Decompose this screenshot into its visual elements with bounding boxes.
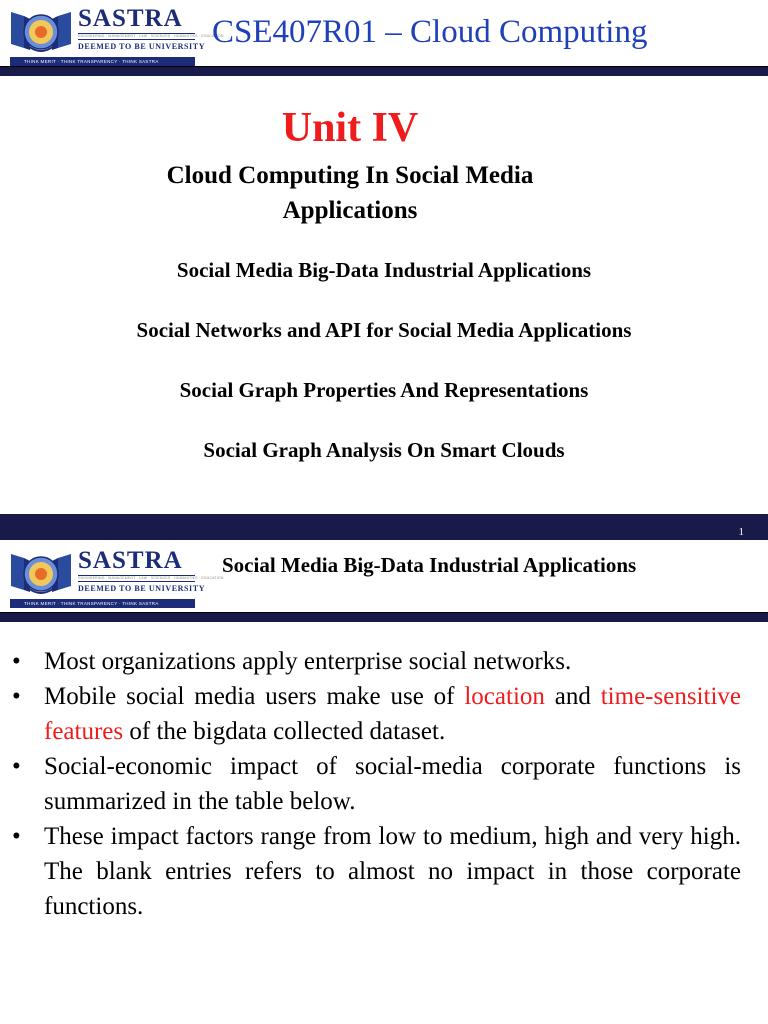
unit-subtitle: Cloud Computing In Social Media Applications xyxy=(166,162,534,224)
brand-fine-print: ENGINEERING · MANAGEMENT · LAW · SCIENCES · HUMANITIES · EDUCATION xyxy=(78,34,224,38)
topic-3: Social Graph Properties And Representations xyxy=(179,378,589,402)
brand-university-line: DEEMED TO BE UNIVERSITY xyxy=(78,42,206,51)
topic-1: Social Media Big-Data Industrial Applications xyxy=(176,258,592,282)
brand-fine-print: ENGINEERING · MANAGEMENT · LAW · SCIENCES · HUMANITIES · EDUCATION xyxy=(78,576,224,580)
brand-tagline: THINK MERIT · THINK TRANSPARENCY · THINK SASTRA xyxy=(10,599,195,608)
brand-university-line: DEEMED TO BE UNIVERSITY xyxy=(78,584,206,593)
slide-2 xyxy=(0,540,768,1024)
bullet-marker: • xyxy=(12,648,21,675)
course-title: CSE407R01 – Cloud Computing xyxy=(212,14,648,50)
bullet-item xyxy=(0,679,768,749)
sastra-logo xyxy=(10,547,224,608)
sastra-logo xyxy=(10,5,224,66)
header-band xyxy=(0,612,768,622)
highlight-location: location xyxy=(464,683,545,710)
emblem-icon xyxy=(10,6,72,56)
topic-2: Social Networks and API for Social Media Applications xyxy=(136,318,632,342)
highlight-time-sensitive: time-sensitive features xyxy=(44,683,741,745)
unit-title: Unit IV xyxy=(281,105,419,151)
bullet-marker: • xyxy=(12,753,21,780)
header-band xyxy=(0,66,768,76)
footer-band xyxy=(0,514,768,540)
bullet-item xyxy=(0,819,768,924)
bullet-text: Most organizations apply enterprise social networks. xyxy=(44,648,572,675)
brand-name: SASTRA xyxy=(78,547,183,574)
bullet-item xyxy=(0,644,768,679)
bullet-marker: • xyxy=(12,683,21,710)
bullet-item xyxy=(0,749,768,819)
bullet-list xyxy=(0,644,768,924)
emblem-icon xyxy=(10,548,72,598)
page-number: 1 xyxy=(738,526,744,538)
bullet-marker: • xyxy=(12,823,21,850)
bullet-text: These impact factors range from low to medium, high and very high. The blank entries refers to almost no impact in those corporate functions. xyxy=(44,823,741,920)
bullet-text: Social-economic impact of social-media corporate functions is summarized in the table below. xyxy=(44,753,741,815)
brand-name: SASTRA xyxy=(78,5,183,32)
slide-title: Social Media Big-Data Industrial Applications xyxy=(222,553,637,577)
brand-tagline: THINK MERIT · THINK TRANSPARENCY · THINK SASTRA xyxy=(10,57,195,66)
bullet-text: Mobile social media users make use of location and time-sensitive features of the bigdata collected dataset. xyxy=(44,683,741,745)
topic-4: Social Graph Analysis On Smart Clouds xyxy=(203,438,565,462)
